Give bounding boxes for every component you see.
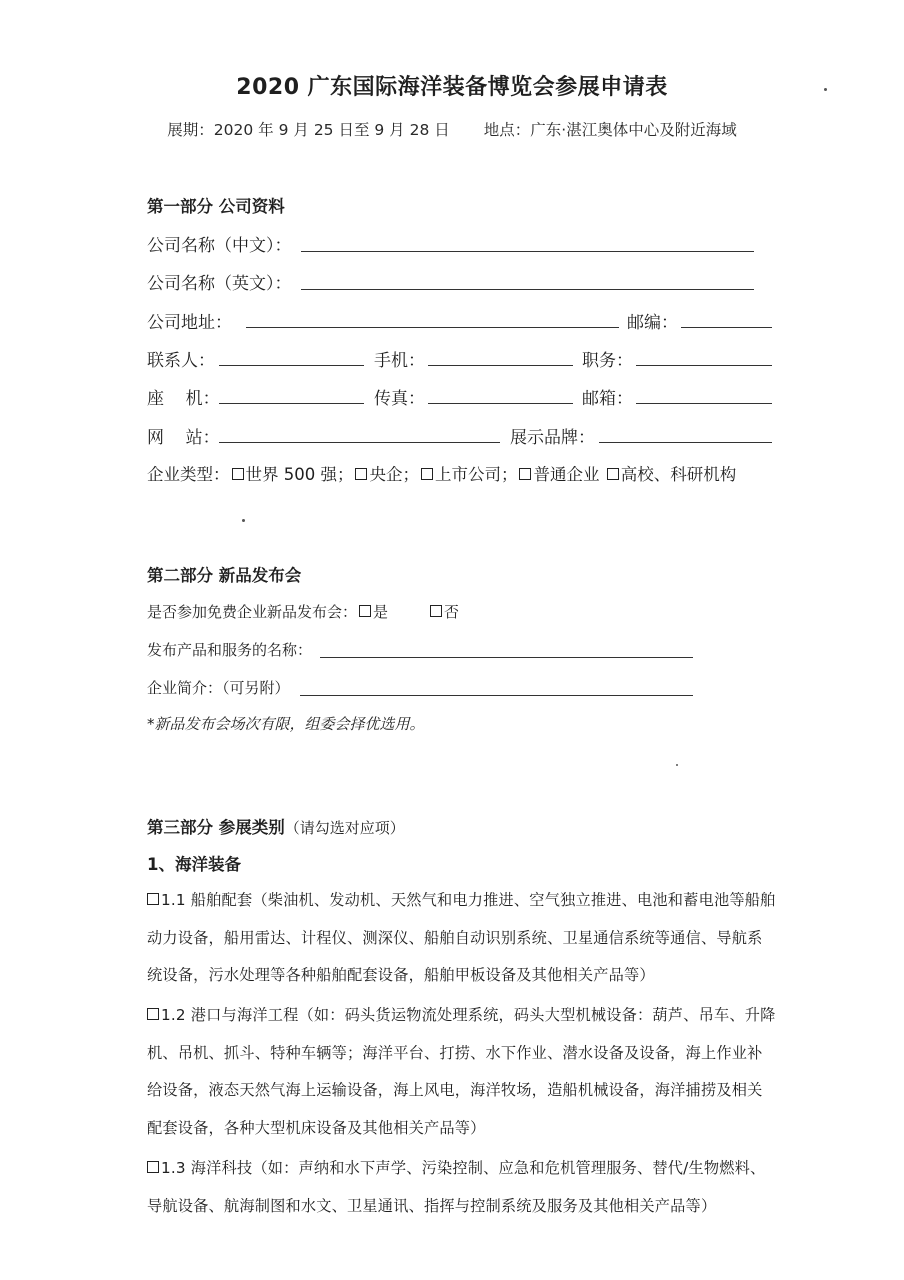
event-dates: 展期：2020 年 9 月 25 日至 9 月 28 日 (167, 121, 450, 139)
category-1-3-text: 1.3 海洋科技（如：声纳和水下声学、污染控制、应急和危机管理服务、替代/生物燃料、导航设备、航海制图和水文、卫星通讯、指挥与控制系统及服务及其他相关产品等） (147, 1159, 766, 1215)
category-marine-equipment-heading: 1、海洋装备 (147, 855, 241, 874)
company-type-checkbox-research[interactable] (607, 468, 619, 480)
postcode-label: 邮编： (627, 313, 678, 333)
website-label: 网 站： (147, 428, 220, 448)
company-type-label: 企业类型： (147, 465, 230, 484)
category-item-1-3 (147, 1150, 777, 1225)
landline-label: 座 机： (147, 389, 220, 409)
landline-field[interactable] (219, 403, 364, 404)
launch-note: *新品发布会场次有限，组委会择优选用。 (147, 715, 425, 733)
product-name-field[interactable] (320, 657, 693, 658)
part2-heading: 第二部分 新品发布会 (147, 566, 302, 585)
company-address-label: 公司地址： (147, 313, 232, 333)
category-item-1-2 (147, 997, 777, 1147)
company-type-option-fortune500: 世界 500 强； (245, 465, 354, 484)
event-venue: 地点：广东·湛江奥体中心及附近海域 (483, 121, 737, 139)
category-1-2-text: 1.2 港口与海洋工程（如：码头货运物流处理系统，码头大型机械设备：葫芦、吊车、升降机、吊机、抓斗、特种车辆等；海洋平台、打捞、水下作业、潜水设备及设备，海上作业补给设备，液态天然气海上运输设备，海上风电，海洋牧场，造船机械设备，海洋捕捞及相关配套设备，各种大型机床设备及其他相关产品等） (147, 1006, 776, 1137)
attend-no-checkbox[interactable] (430, 605, 442, 617)
website-field[interactable] (219, 442, 500, 443)
fax-label: 传真： (374, 389, 425, 409)
fax-field[interactable] (428, 403, 573, 404)
attend-yes-checkbox[interactable] (359, 605, 371, 617)
company-type-checkbox-listed[interactable] (421, 468, 433, 480)
contact-field[interactable] (219, 365, 364, 366)
category-1-2-checkbox[interactable] (147, 1008, 159, 1020)
company-address-field[interactable] (246, 327, 619, 328)
company-name-en-label: 公司名称（英文）： (147, 274, 292, 294)
company-name-cn-field[interactable] (301, 251, 754, 252)
attend-launch-row (147, 601, 459, 622)
mobile-field[interactable] (428, 365, 573, 366)
category-1-3-checkbox[interactable] (147, 1161, 159, 1173)
part3-heading-note: （请勾选对应项） (284, 819, 405, 837)
position-field[interactable] (636, 365, 772, 366)
part3-heading (147, 814, 405, 838)
contact-label: 联系人： (147, 351, 215, 371)
postcode-field[interactable] (681, 327, 772, 328)
category-1-1-checkbox[interactable] (147, 893, 159, 905)
attend-yes-label: 是 (373, 603, 389, 621)
email-field[interactable] (636, 403, 772, 404)
part1-heading: 第一部分 公司资料 (147, 197, 285, 216)
company-intro-field[interactable] (300, 695, 693, 696)
category-1-1-text: 1.1 船舶配套（柴油机、发动机、天然气和电力推进、空气独立推进、电池和蓄电池等船舶动力设备，船用雷达、计程仪、测深仪、船舶自动识别系统、卫星通信系统等通信、导航系统设备，污水处理等各种船舶配套设备，船舶甲板设备及其他相关产品等） (147, 891, 776, 984)
company-type-option-soe: 央企； (369, 465, 419, 484)
company-type-checkbox-soe[interactable] (355, 468, 367, 480)
company-type-row (147, 461, 736, 485)
company-type-option-listed: 上市公司； (434, 465, 518, 484)
company-type-option-research: 高校、科研机构 (620, 465, 737, 484)
attend-launch-label: 是否参加免费企业新品发布会： (147, 603, 358, 621)
scan-speck (676, 764, 678, 766)
part3-heading-text: 第三部分 参展类别 (147, 818, 285, 837)
brand-label: 展示品牌： (510, 428, 595, 448)
mobile-label: 手机： (374, 351, 425, 371)
company-type-option-ordinary: 普通企业 (533, 465, 600, 484)
scan-speck (242, 519, 245, 522)
company-name-cn-label: 公司名称（中文）： (147, 236, 292, 256)
email-label: 邮箱： (582, 389, 633, 409)
company-name-en-field[interactable] (301, 289, 754, 290)
product-name-label: 发布产品和服务的名称： (147, 641, 313, 659)
category-item-1-1 (147, 882, 777, 995)
event-info (0, 118, 904, 140)
position-label: 职务： (582, 351, 633, 371)
page-title: 2020 广东国际海洋装备博览会参展申请表 (236, 75, 668, 100)
scan-speck (824, 88, 827, 91)
attend-no-label: 否 (444, 603, 460, 621)
company-type-checkbox-ordinary[interactable] (519, 468, 531, 480)
brand-field[interactable] (599, 442, 772, 443)
company-intro-label: 企业简介：（可另附） (147, 679, 290, 697)
company-type-checkbox-fortune500[interactable] (232, 468, 244, 480)
